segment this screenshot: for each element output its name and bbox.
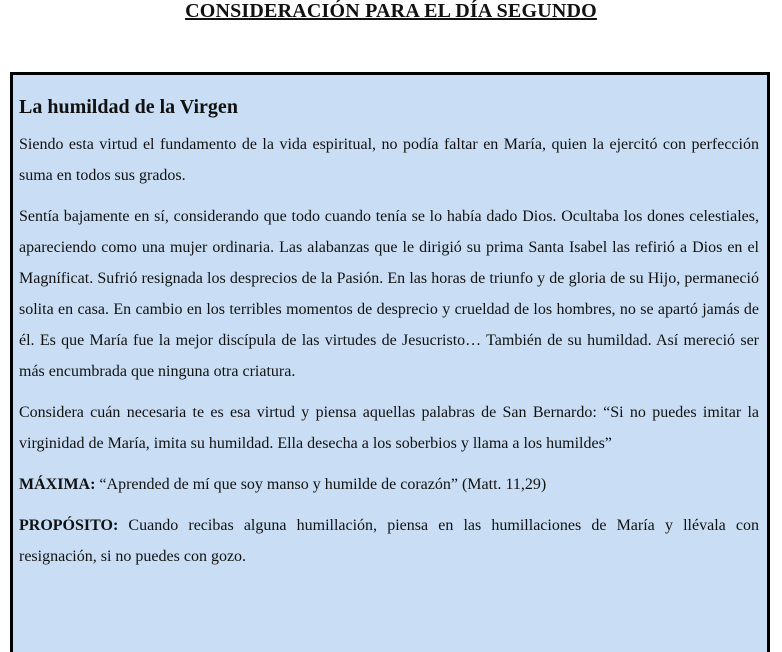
proposito-label: PROPÓSITO: [19, 517, 119, 534]
paragraph-body: Sentía bajamente en sí, considerando que todo cuando tenía se lo había dado Dios. Ocultaba los dones celestiales, apareciendo como una mujer ordinaria. Las alabanzas que le dirigió su prima Santa Isabel las refirió a Dios en el Magníficat. Sufrió resignada los desprecios de la Pasión. En las horas de triunfo y de gloria de su Hijo, permaneció solita en casa. En cambio en los terribles momentos de desprecio y crueldad de los hombres, no se apartó jamás de él. Es que María fue la mejor discípula de las virtudes de Jesucristo… También de su humildad. Así mereció ser más encumbrada que ninguna otra criatura. [19, 208, 759, 380]
proposito-text: Cuando recibas alguna humillación, piensa en las humillaciones de María y llévala con resignación, si no puedes con gozo. [19, 517, 759, 565]
paragraph-intro: Siendo esta virtud el fundamento de la vida espiritual, no podía faltar en María, quien la ejercitó con perfección suma en todos sus grados. [19, 136, 759, 184]
document-title: CONSIDERACIÓN PARA EL DÍA SEGUNDO [185, 0, 597, 22]
maxima-line [19, 469, 767, 500]
paragraph-consider: Considera cuán necesaria te es esa virtud y piensa aquellas palabras de San Bernardo: “Si no puedes imitar la virginidad de María, imita su humildad. Ella desecha a los soberbios y llama a los humildes” [19, 404, 759, 452]
maxima-text: “Aprended de mí que soy manso y humilde de corazón” (Matt. 11,29) [95, 476, 547, 493]
section-heading: La humildad de la Virgen [19, 96, 238, 118]
reflection-panel [10, 72, 770, 652]
maxima-label: MÁXIMA: [19, 476, 96, 493]
proposito-line [19, 510, 767, 572]
